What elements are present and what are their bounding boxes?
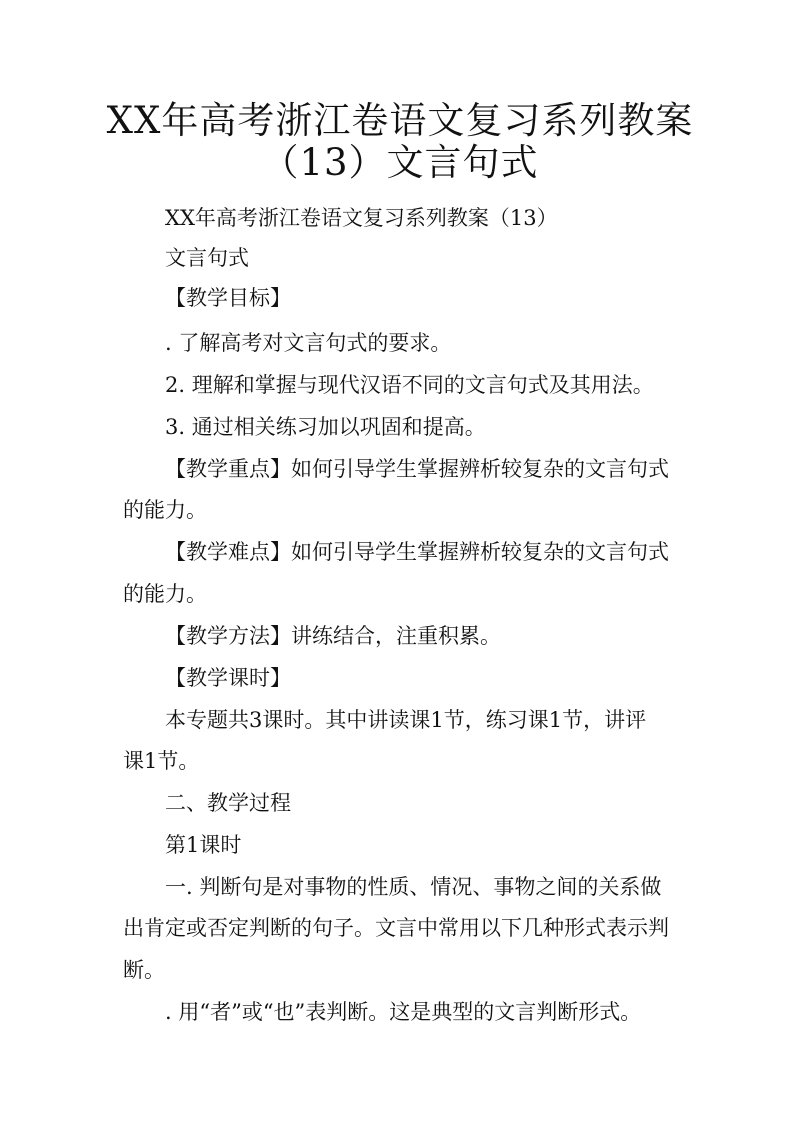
- body-line-judgment: 一. 判断句是对事物的性质、情况、事物之间的关系做: [165, 875, 662, 899]
- body-line-goal-3: 3. 通过相关练习加以巩固和提高。: [165, 415, 486, 439]
- body-line-key-point-cont: 的能力。: [123, 498, 207, 522]
- body-line-key-point: 【教学重点】如何引导学生掌握辨析较复杂的文言句式: [165, 457, 669, 481]
- body-line-lesson-1: 第1课时: [165, 833, 242, 857]
- body-line-topic: 文言句式: [165, 246, 249, 270]
- body-line-hours: 本专题共3课时。其中讲读课1节，练习课1节，讲评: [165, 708, 647, 732]
- body-line-method: 【教学方法】讲练结合，注重积累。: [165, 624, 501, 648]
- body-line-difficulty: 【教学难点】如何引导学生掌握辨析较复杂的文言句式: [165, 540, 669, 564]
- body-line-hours-heading: 【教学课时】: [165, 666, 291, 690]
- body-line-zhe-ye: . 用“者”或“也”表判断。这是典型的文言判断形式。: [165, 1000, 642, 1024]
- body-line-goal-2: 2. 理解和掌握与现代汉语不同的文言句式及其用法。: [165, 373, 654, 397]
- body-line-difficulty-cont: 的能力。: [123, 582, 207, 606]
- body-line-goal-1: . 了解高考对文言句式的要求。: [165, 331, 452, 355]
- body-line-judgment-end: 断。: [123, 958, 165, 982]
- body-line-judgment-cont: 出肯定或否定判断的句子。文言中常用以下几种形式表示判: [123, 916, 669, 940]
- document-title-line-2: （13）文言句式: [261, 141, 539, 184]
- body-line-goals-heading: 【教学目标】: [165, 286, 291, 310]
- body-line-hours-cont: 课1节。: [123, 749, 200, 773]
- document-title-line-1: XX年高考浙江卷语文复习系列教案: [106, 99, 694, 142]
- body-line-process-heading: 二、教学过程: [165, 791, 291, 815]
- body-line-subtitle: XX年高考浙江卷语文复习系列教案（13）: [165, 206, 558, 230]
